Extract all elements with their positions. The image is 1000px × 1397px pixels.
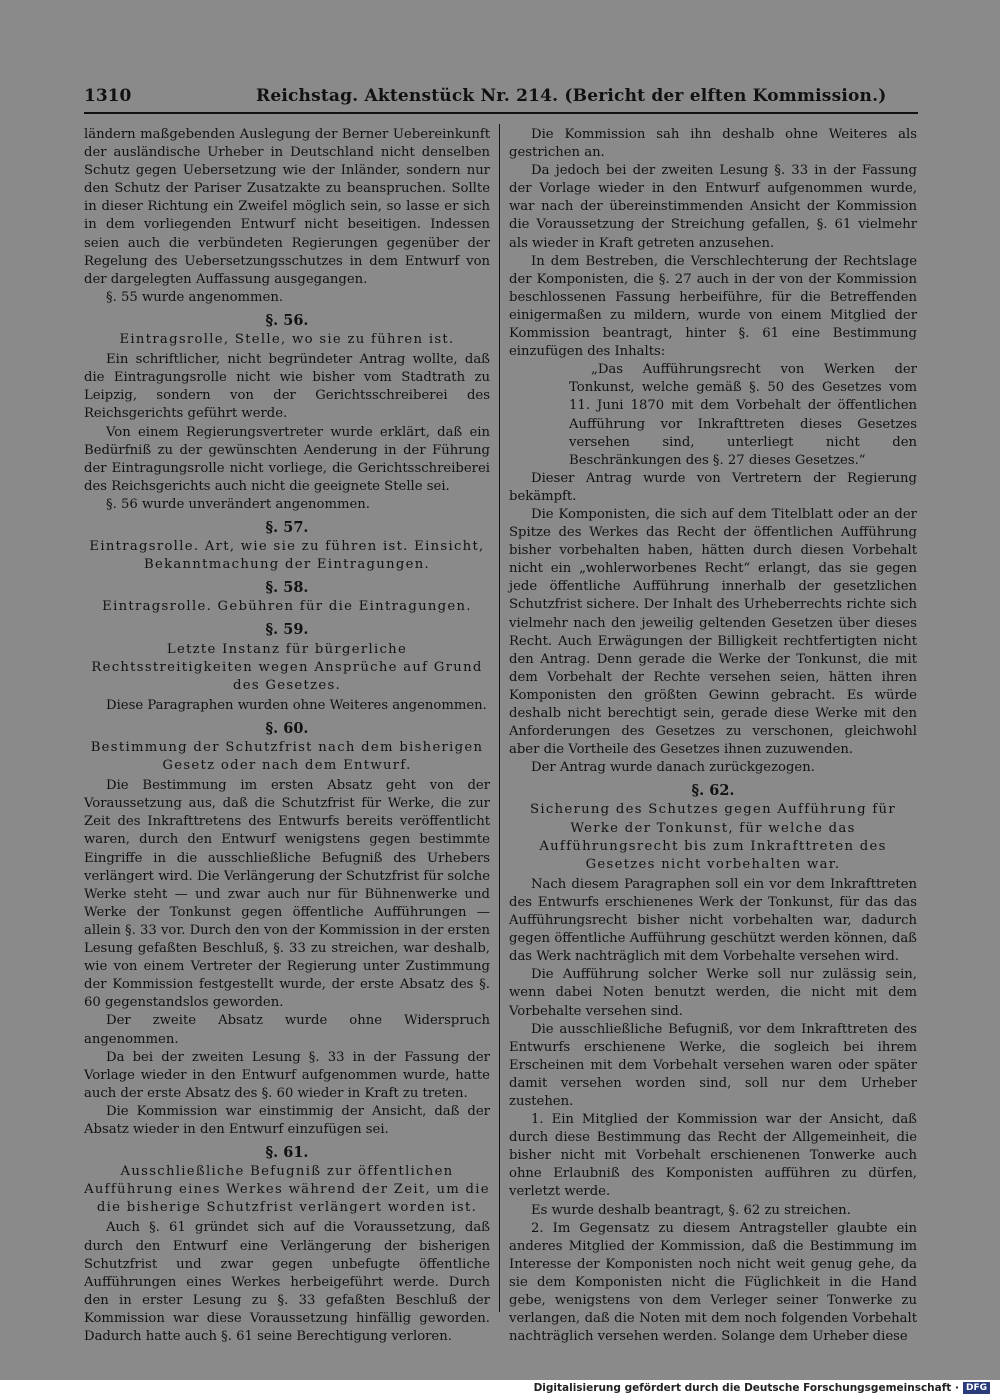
section-heading-56: §. 56. (265, 311, 309, 329)
paragraph: Von einem Regierungsvertreter wurde erklärt, daß ein Bedürfniß zu der gewünschten Aenderung in der Führung der Eintragungsrolle nicht vorliege, die Gerichtsschreiberei des Reichsgerichts auch nicht die geeignete Stelle sei. (84, 424, 490, 494)
paragraph: Die Komponisten, die sich auf dem Titelblatt oder an der Spitze des Werkes das Recht der öffentlichen Aufführung bisher vorbehalten haben, hätten durch diesen Vorbehalt nicht ein „wohlerworbenes Recht“ erlangt, das sie gegen jede öffentliche Aufführung innerhalb der gesetzlichen Schutzfrist sichere. Der Inhalt des Urheberrechts richte sich vielmehr nach den jeweilig geltenden Gesetzen über dieses Recht. Auch Erwägungen der Billigkeit rechtfertigten nicht den Antrag. Denn gerade die Werke der Tonkunst, die mit dem Vorbehalt der Rechte versehen seien, hätten ihren Komponisten den größten Gewinn gebracht. Es würde deshalb nicht berechtigt sein, gerade diese Werke mit den Anforderungen des Gesetzes zu verschonen, gleichwohl aber die Vortheile des Gesetzes ihnen zuzuwenden. (509, 506, 917, 758)
paragraph: Auch §. 61 gründet sich auf die Voraussetzung, daß durch den Entwurf eine Verlängerung der bisherigen Schutzfrist und zwar gegen unbefugte öffentliche Aufführungen eines Werkes herbeigeführt werde. Durch den in erster Lesung zu §. 33 gefaßten Beschluß der Kommission war diese Voraussetzung hinfällig geworden. Dadurch hatte auch §. 61 seine Berechtigung verloren. (84, 1220, 490, 1344)
paragraph: Ein schriftlicher, nicht begründeter Antrag wollte, daß die Eintragungsrolle nicht wie bisher vom Stadtrath zu Leipzig, sondern von der Gerichtsschreiberei des Reichsgerichts geführt werde. (84, 352, 490, 422)
section-heading-62: §. 62. (691, 782, 735, 800)
paragraph: Die Bestimmung im ersten Absatz geht von der Voraussetzung aus, daß die Schutzfrist für Werke, die zur Zeit des Inkrafttretens des Entwurfs bereits veröffentlicht waren, durch den Entwurf wenigstens gegen bestimmte Eingriffe in die ausschließliche Befugniß des Urhebers verlängert wird. Die Verlängerung der Schutzfrist für solche Werke steht — und zwar auch nur für Bühnenwerke und Werke der Tonkunst gegen öffentliche Aufführungen — allein §. 33 vor. Durch den von der Kommission in der ersten Lesung gefaßten Beschluß, §. 33 zu streichen, war deshalb, wie von einem Vertreter der Regierung unter Zustimmung der Kommission festgestellt wurde, der erste Absatz des §. 60 gegenstandslos geworden. (84, 778, 490, 1011)
section-heading-58: §. 58. (265, 579, 309, 597)
paragraph: Die ausschließliche Befugniß, vor dem Inkrafttreten des Entwurfs erschienene Werke, die sogleich bei ihrem Erscheinen mit dem Vorbehalt versehen waren oder später damit versehen worden sind, soll nur dem Urheber zustehen. (509, 1021, 917, 1109)
left-column (84, 126, 490, 1346)
section-heading-59: §. 59. (265, 621, 309, 639)
credit-text: Digitalisierung gefördert durch die Deutsche Forschungsgemeinschaft · (533, 1382, 959, 1394)
running-title: Reichstag. Aktenstück Nr. 214. (Bericht der elften Kommission.) (256, 86, 887, 106)
page-header (84, 80, 918, 110)
section-title-62: Sicherung des Schutzes gegen Aufführung für Werke der Tonkunst, für welche das Aufführungsrecht bis zum Inkrafttreten des Gesetzes nicht vorbehalten war. (530, 802, 896, 872)
paragraph: Da bei der zweiten Lesung §. 33 in der Fassung der Vorlage wieder in den Entwurf aufgenommen wurde, hatte auch der erste Absatz des §. 60 wieder in Kraft zu treten. (84, 1049, 490, 1101)
paragraph: Der zweite Absatz wurde ohne Widerspruch angenommen. (84, 1013, 490, 1047)
paragraph: Dieser Antrag wurde von Vertretern der Regierung bekämpft. (509, 470, 917, 504)
paragraph: Diese Paragraphen wurden ohne Weiteres angenommen. (106, 697, 487, 713)
section-title-58: Eintragsrolle. Gebühren für die Eintragungen. (102, 599, 472, 615)
paragraph: §. 55 wurde angenommen. (106, 289, 284, 305)
paragraph: ländern maßgebenden Auslegung der Berner Uebereinkunft der ausländische Urheber in Deutschland nicht denselben Schutz gegen Uebersetzung wie der Inländer, sondern nur den Schutz der Pariser Zusatzakte zu beanspruchen. Sollte in dieser Richtung ein Zweifel möglich sein, so lasse er sich in dem vorliegenden Entwurf nicht beseitigen. Indessen seien auch die verbündeten Regierungen gegenüber der Regelung des Uebersetzungsschutzes in dem Entwurf von der dargelegten Auffassung ausgegangen. (84, 127, 490, 287)
paragraph: Der Antrag wurde danach zurückgezogen. (531, 760, 815, 776)
column-divider (499, 124, 500, 1312)
section-heading-61: §. 61. (265, 1144, 309, 1162)
dfg-logo: DFG (963, 1382, 990, 1394)
right-column (509, 126, 917, 1346)
paragraph: Die Kommission war einstimmig der Ansicht, daß der Absatz wieder in den Entwurf einzufügen sei. (84, 1103, 490, 1137)
paragraph: In dem Bestreben, die Verschlechterung der Rechtslage der Komponisten, die §. 27 auch in der von der Kommission beschlossenen Fassung herbeiführe, für die Betreffenden einigermaßen zu mildern, wurde von einem Mitglied der Kommission beantragt, hinter §. 61 eine Bestimmung einzufügen des Inhalts: (509, 253, 917, 360)
paragraph: §. 56 wurde unverändert angenommen. (106, 496, 370, 512)
section-title-59: Letzte Instanz für bürgerliche Rechtsstreitigkeiten wegen Ansprüche auf Grund des Gesetzes. (91, 641, 483, 693)
paragraph: Da jedoch bei der zweiten Lesung §. 33 in der Fassung der Vorlage wieder in den Entwurf aufgenommen wurde, war nach der übereinstimmenden Ansicht der Kommission die Voraussetzung der Streichung gefallen, §. 61 vielmehr als wieder in Kraft getreten anzusehen. (509, 163, 917, 251)
page-number: 1310 (84, 86, 132, 106)
section-title-61: Ausschließliche Befugniß zur öffentlichen Aufführung eines Werkes während der Zeit, um die die bisherige Schutzfrist verlängert worden ist. (84, 1164, 490, 1216)
paragraph: Die Kommission sah ihn deshalb ohne Weiteres als gestrichen an. (509, 127, 917, 161)
section-title-57: Eintragsrolle. Art, wie sie zu führen ist. Einsicht, Bekanntmachung der Eintragungen. (89, 539, 485, 573)
paragraph: Nach diesem Paragraphen soll ein vor dem Inkrafttreten des Entwurfs erschienenes Werk der Tonkunst, für das das Aufführungsrecht bisher nicht vorbehalten war, dadurch gegen öffentliche Aufführung geschützt werden können, daß das Werk nachträglich mit dem Vorbehalte versehen wird. (509, 876, 917, 965)
paragraph: 1. Ein Mitglied der Kommission war der Ansicht, daß durch diese Bestimmung das Recht der Allgemeinheit, die bisher nicht mit Vorbehalt erschienenen Tonwerke auch ohne Erlaubniß des Komponisten aufführen zu dürfen, verletzt werde. (509, 1112, 917, 1200)
paragraph: Die Aufführung solcher Werke soll nur zulässig sein, wenn dabei Noten benutzt werden, die nicht mit dem Vorbehalte versehen sind. (509, 967, 917, 1019)
digitization-credit (534, 1382, 990, 1394)
section-heading-60: §. 60. (265, 719, 309, 737)
quoted-motion: „Das Aufführungsrecht von Werken der Tonkunst, welche gemäß §. 50 des Gesetzes vom 11. Juni 1870 mit dem Vorbehalt der öffentlichen Aufführung vor Inkrafttreten dieses Gesetzes versehen sind, unterliegt nicht den Beschränkungen des §. 27 dieses Gesetzes.“ (569, 362, 917, 468)
header-rule (84, 112, 918, 114)
paragraph: Es wurde deshalb beantragt, §. 62 zu streichen. (531, 1202, 851, 1218)
section-heading-57: §. 57. (265, 518, 309, 536)
paragraph: 2. Im Gegensatz zu diesem Antragsteller glaubte ein anderes Mitglied der Kommission, daß die Bestimmung im Interesse der Komponisten noch nicht weit genug gehe, da sie dem Komponisten nicht die Füglichkeit in die Hand gebe, wenigstens von dem Verleger seiner Tonwerke zu verlangen, daß die Noten mit dem noch folgenden Vorbehalt nachträglich versehen werden. Solange dem Urheber diese (509, 1220, 917, 1345)
section-title-60: Bestimmung der Schutzfrist nach dem bisherigen Gesetz oder nach dem Entwurf. (90, 740, 484, 774)
section-title-56: Eintragsrolle, Stelle, wo sie zu führen ist. (119, 332, 455, 348)
